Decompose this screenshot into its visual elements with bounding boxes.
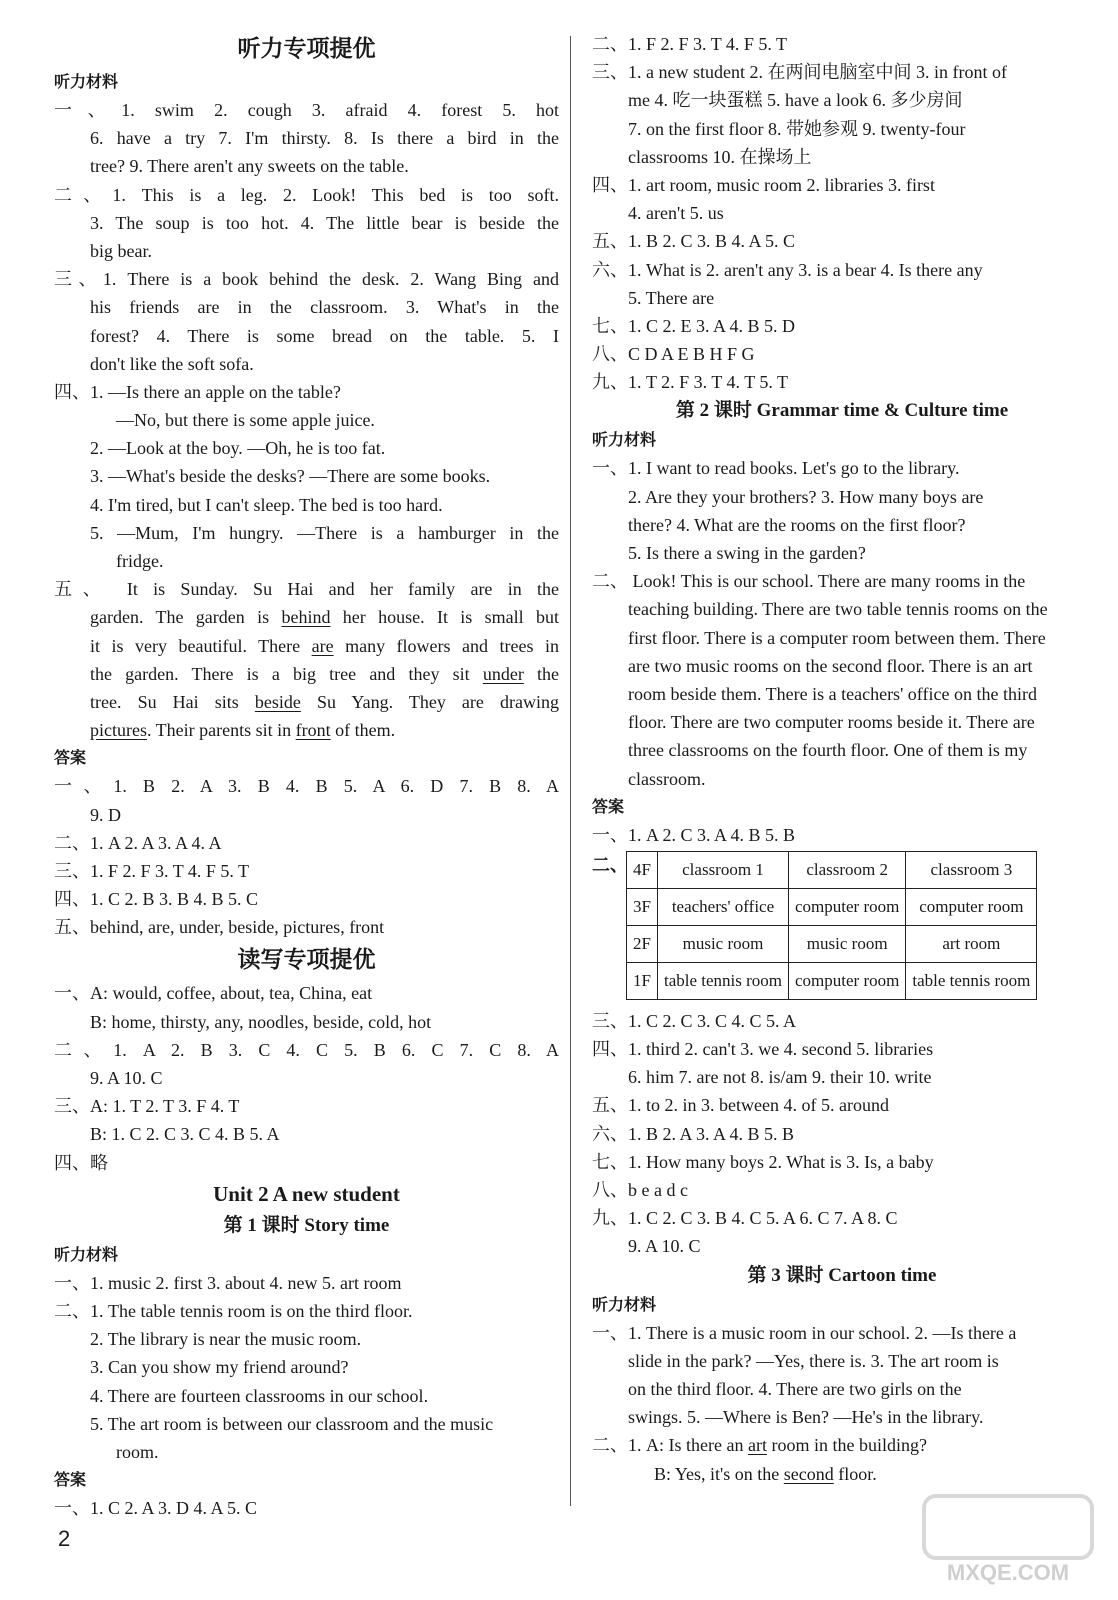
text-line: 3. Can you show my friend around? bbox=[90, 1357, 349, 1378]
cloze-line: the garden. There is a big tree and they sit under the bbox=[90, 663, 559, 684]
label-answers: 答案 bbox=[54, 748, 87, 768]
label-answers: 答案 bbox=[592, 796, 625, 816]
answer-line: 七、1. How many boys 2. What is 3. Is, a baby bbox=[592, 1151, 934, 1172]
unit-title: Unit 2 A new student bbox=[213, 1181, 400, 1206]
answer-line: B: 1. C 2. C 3. C 4. B 5. A bbox=[90, 1124, 280, 1145]
text-line: 三、1. There is a book behind the desk. 2. Wang Bing and bbox=[54, 269, 559, 290]
table-cell: computer room bbox=[789, 888, 906, 925]
text-line: 二、1. This is a leg. 2. Look! This bed is too soft. bbox=[54, 184, 559, 205]
cloze-answer: behind bbox=[281, 607, 331, 628]
left-column bbox=[54, 30, 559, 1522]
label-listening-material: 听力材料 bbox=[592, 430, 657, 450]
answer-line: 七、1. C 2. E 3. A 4. B 5. D bbox=[592, 315, 796, 336]
text-line: 一、1. I want to read books. Let's go to the library. bbox=[592, 458, 960, 479]
cloze-line: B: Yes, it's on the second floor. bbox=[654, 1463, 877, 1484]
text-line: 四、1. —Is there an apple on the table? bbox=[54, 381, 341, 402]
text-line: 2. The library is near the music room. bbox=[90, 1329, 362, 1350]
column-divider bbox=[570, 36, 571, 1506]
cloze-line: tree. Su Hai sits beside Su Yang. They are drawing bbox=[90, 691, 559, 712]
answer-line: 四、略 bbox=[54, 1152, 108, 1173]
answer-line: 五、1. to 2. in 3. between 4. of 5. around bbox=[592, 1095, 889, 1116]
table-cell: table tennis room bbox=[906, 962, 1037, 999]
table-cell: music room bbox=[657, 925, 788, 962]
table-row bbox=[627, 962, 1037, 999]
cloze-answer: second bbox=[783, 1463, 834, 1484]
answer-line: 7. on the first floor 8. 带她参观 9. twenty-four bbox=[628, 118, 966, 139]
label-answers: 答案 bbox=[54, 1470, 87, 1490]
answer-line: 五、1. B 2. C 3. B 4. A 5. C bbox=[592, 231, 796, 252]
text-line: 五、 It is Sunday. Su Hai and her family are in the bbox=[54, 579, 559, 600]
answer-line: 九、1. T 2. F 3. T 4. T 5. T bbox=[592, 372, 789, 393]
table-cell: 4F bbox=[627, 851, 658, 888]
text-line: 5. Is there a swing in the garden? bbox=[628, 543, 866, 563]
answer-line: 六、1. What is 2. aren't any 3. is a bear 4. Is there any bbox=[592, 259, 983, 280]
answer-line: 八、b e a d c bbox=[592, 1180, 688, 1200]
text-line: fridge. bbox=[116, 551, 164, 571]
text-line: classroom. bbox=[628, 768, 706, 789]
answer-line: 一、A: would, coffee, about, tea, China, eat bbox=[54, 983, 373, 1004]
section-title-listening: 听力专项提优 bbox=[237, 36, 376, 62]
text-line: three classrooms on the fourth floor. One of them is my bbox=[628, 740, 1028, 761]
answer-line: 三、1. C 2. C 3. C 4. C 5. A bbox=[592, 1010, 797, 1031]
table-row bbox=[627, 851, 1037, 888]
text-line: room beside them. There is a teachers' office on the third bbox=[628, 683, 1037, 704]
answer-line: 6. him 7. are not 8. is/am 9. their 10. write bbox=[628, 1067, 932, 1088]
text-line: 二、1. The table tennis room is on the third floor. bbox=[54, 1300, 413, 1321]
table-row bbox=[627, 888, 1037, 925]
text-line: 一、1. music 2. first 3. about 4. new 5. art room bbox=[54, 1272, 402, 1293]
answer-line: 四、1. C 2. B 3. B 4. B 5. C bbox=[54, 889, 259, 910]
floor-room-table bbox=[626, 851, 1037, 1000]
text-line: 4. I'm tired, but I can't sleep. The bed is too hard. bbox=[90, 494, 443, 515]
text-line: there? 4. What are the rooms on the first floor? bbox=[628, 514, 966, 535]
text-line: on the third floor. 4. There are two girls on the bbox=[628, 1378, 962, 1399]
answer-line: 三、A: 1. T 2. T 3. F 4. T bbox=[54, 1096, 240, 1117]
table-cell: computer room bbox=[906, 888, 1037, 925]
text-line: 5. The art room is between our classroom and the music bbox=[90, 1413, 494, 1434]
text-line: 3. The soup is too hot. 4. The little bear is beside the bbox=[90, 212, 559, 233]
answer-line: 二、1. A 2. A 3. A 4. A bbox=[54, 832, 222, 853]
watermark-logo bbox=[918, 1488, 1098, 1588]
table-cell: 3F bbox=[627, 888, 658, 925]
table-row bbox=[627, 925, 1037, 962]
text-line: 6. have a try 7. I'm thirsty. 8. Is there a bird in the bbox=[90, 128, 559, 149]
table-cell: classroom 2 bbox=[789, 851, 906, 888]
floor-table-block bbox=[592, 851, 1092, 1007]
answer-line: 五、behind, are, under, beside, pictures, front bbox=[54, 917, 385, 938]
text-line: 4. There are fourteen classrooms in our school. bbox=[90, 1385, 429, 1406]
text-line: 一、1. swim 2. cough 3. afraid 4. forest 5. hot bbox=[54, 100, 559, 120]
text-line: 5. —Mum, I'm hungry. —There is a hamburger in the bbox=[90, 522, 559, 543]
table-cell: computer room bbox=[789, 962, 906, 999]
cloze-answer: front bbox=[295, 720, 331, 741]
answer-line: me 4. 吃一块蛋糕 5. have a look 6. 多少房间 bbox=[628, 90, 963, 111]
cloze-line: 二、1. A: Is there an art room in the building? bbox=[592, 1435, 927, 1456]
answer-line: 9. A 10. C bbox=[628, 1236, 701, 1257]
answer-line: 一、1. C 2. A 3. D 4. A 5. C bbox=[54, 1498, 258, 1519]
answer-line: 5. There are bbox=[628, 287, 715, 308]
answer-line: 9. A 10. C bbox=[90, 1068, 163, 1088]
answer-line: B: home, thirsty, any, noodles, beside, cold, hot bbox=[90, 1011, 432, 1032]
cloze-answer: pictures bbox=[90, 720, 147, 741]
cloze-answer: art bbox=[747, 1435, 767, 1456]
section-title-reading-writing: 读写专项提优 bbox=[237, 947, 376, 974]
answer-line: 三、1. F 2. F 3. T 4. F 5. T bbox=[54, 860, 250, 881]
cloze-answer: beside bbox=[254, 691, 301, 712]
text-line: teaching building. There are two table tennis rooms on the bbox=[628, 599, 1048, 620]
text-line: 一、1. There is a music room in our school. 2. —Is there a bbox=[592, 1322, 1017, 1343]
cloze-line: pictures. Their parents sit in front of them. bbox=[90, 720, 396, 741]
text-line: don't like the soft sofa. bbox=[90, 353, 254, 374]
table-cell: table tennis room bbox=[657, 962, 788, 999]
answer-line: 一、1. B 2. A 3. B 4. B 5. A 6. D 7. B 8. A bbox=[54, 776, 559, 797]
answer-line: 二、1. A 2. B 3. C 4. C 5. B 6. C 7. C 8. A bbox=[54, 1039, 559, 1060]
answer-line: 三、1. a new student 2. 在两间电脑室中间 3. in front of bbox=[592, 62, 1007, 83]
lesson-title-1: 第 1 课时 Story time bbox=[223, 1214, 390, 1236]
label-listening-material: 听力材料 bbox=[592, 1294, 657, 1314]
text-line: 2. —Look at the boy. —Oh, he is too fat. bbox=[90, 438, 386, 459]
cloze-line: garden. The garden is behind her house. It is small but bbox=[90, 607, 559, 628]
table-cell: classroom 1 bbox=[657, 851, 788, 888]
cloze-line: it is very beautiful. There are many flowers and trees in bbox=[90, 635, 559, 656]
answer-line: 四、1. art room, music room 2. libraries 3. first bbox=[592, 174, 935, 195]
text-line: swings. 5. —Where is Ben? —He's in the library. bbox=[628, 1407, 984, 1428]
answer-line: 9. D bbox=[90, 804, 121, 825]
text-line: 2. Are they your brothers? 3. How many boys are bbox=[628, 486, 984, 507]
text-line: are two music rooms on the second floor. There is an art bbox=[628, 655, 1033, 676]
watermark-text: MXQE.COM bbox=[946, 1560, 1070, 1585]
text-line: forest? 4. There is some bread on the table. 5. I bbox=[90, 325, 559, 346]
label-listening-material: 听力材料 bbox=[54, 72, 119, 91]
table-cell: classroom 3 bbox=[906, 851, 1037, 888]
table-cell: art room bbox=[906, 925, 1037, 962]
text-line: first floor. There is a computer room between them. There bbox=[628, 627, 1046, 648]
answer-line: 四、1. third 2. can't 3. we 4. second 5. libraries bbox=[592, 1039, 934, 1060]
right-column bbox=[592, 30, 1092, 1488]
answer-line: 八、C D A E B H F G bbox=[592, 344, 755, 365]
cloze-answer: are bbox=[311, 635, 334, 656]
answer-line: 一、1. A 2. C 3. A 4. B 5. B bbox=[592, 824, 796, 845]
text-line: room. bbox=[116, 1441, 159, 1462]
text-line: 二、 Look! This is our school. There are many rooms in the bbox=[592, 571, 1026, 592]
table-cell: 1F bbox=[627, 962, 658, 999]
text-line: —No, but there is some apple juice. bbox=[116, 410, 375, 431]
label-listening-material: 听力材料 bbox=[54, 1244, 119, 1264]
answer-line: classrooms 10. 在操场上 bbox=[628, 146, 812, 167]
lesson-title-2: 第 2 课时 Grammar time & Culture time bbox=[675, 400, 1009, 422]
table-cell: teachers' office bbox=[657, 888, 788, 925]
lesson-title-3: 第 3 课时 Cartoon time bbox=[747, 1264, 937, 1286]
text-line: floor. There are two computer rooms beside it. There are bbox=[628, 712, 1035, 733]
text-line: 3. —What's beside the desks? —There are some books. bbox=[90, 466, 491, 487]
text-line: big bear. bbox=[90, 240, 152, 261]
page-number: 2 bbox=[58, 1526, 71, 1551]
cloze-answer: under bbox=[482, 663, 524, 684]
answer-line: 九、1. C 2. C 3. B 4. C 5. A 6. C 7. A 8. C bbox=[592, 1208, 898, 1229]
table-cell: music room bbox=[789, 925, 906, 962]
answer-line: 二、1. F 2. F 3. T 4. F 5. T bbox=[592, 34, 788, 54]
answer-line: 六、1. B 2. A 3. A 4. B 5. B bbox=[592, 1123, 795, 1144]
text-line: slide in the park? —Yes, there is. 3. The art room is bbox=[628, 1350, 999, 1371]
text-line: his friends are in the classroom. 3. What's in the bbox=[90, 297, 559, 318]
table-cell: 2F bbox=[627, 925, 658, 962]
table-marker: 二、 bbox=[592, 854, 628, 875]
answer-line: 4. aren't 5. us bbox=[628, 203, 724, 224]
text-line: tree? 9. There aren't any sweets on the table. bbox=[90, 156, 409, 177]
